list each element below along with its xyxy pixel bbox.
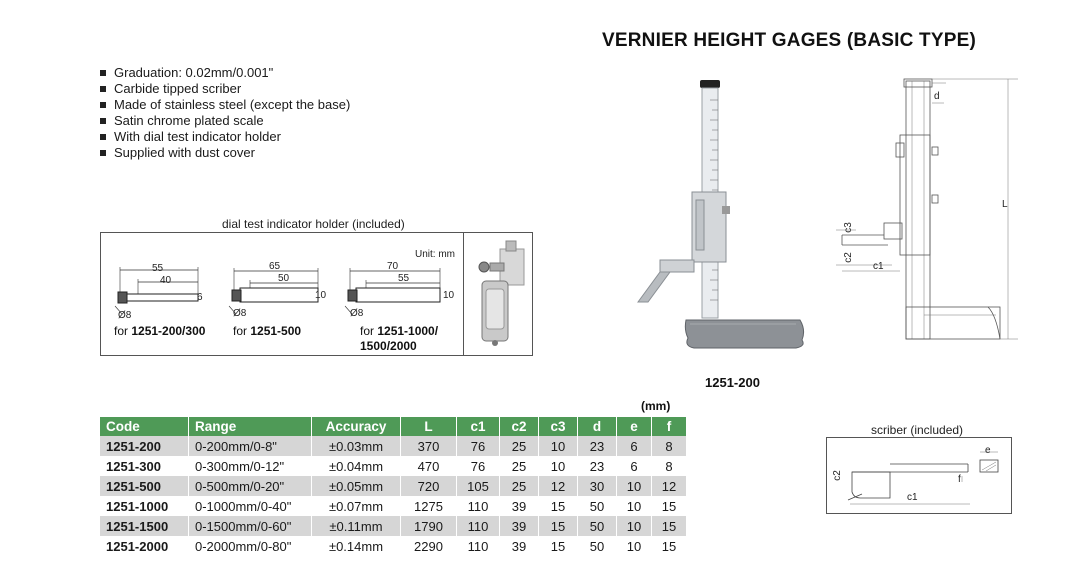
col-c2: c2 <box>500 417 539 436</box>
square-bullet-icon <box>100 70 106 76</box>
holder-3-inner: 55 <box>398 273 410 284</box>
holder-1-inner: 40 <box>160 275 172 286</box>
feature-item: Made of stainless steel (except the base) <box>100 97 350 113</box>
drawing-label-c1: c1 <box>873 261 884 272</box>
holder-1-dia: Ø8 <box>118 310 132 321</box>
feature-item: Carbide tipped scriber <box>100 81 350 97</box>
col-c1: c1 <box>457 417 500 436</box>
model-caption: 1251-200 <box>705 375 760 390</box>
square-bullet-icon <box>100 102 106 108</box>
holder-2-overall: 65 <box>269 261 281 272</box>
square-bullet-icon <box>100 134 106 140</box>
drawing-label-c3: c3 <box>842 222 854 233</box>
table-row: 1251-500 0-500mm/0-20" ±0.05mm 720 105 25 12 30 10 12 <box>100 476 687 496</box>
unit-label: Unit: mm <box>415 249 455 260</box>
col-range: Range <box>189 417 312 436</box>
holder-3-overall: 70 <box>387 261 399 272</box>
col-f: f <box>652 417 687 436</box>
feature-item: Graduation: 0.02mm/0.001" <box>100 65 350 81</box>
scriber-label-c1: c1 <box>907 492 918 503</box>
col-code: Code <box>100 417 189 436</box>
feature-list <box>100 65 350 161</box>
scriber-label-e: e <box>985 445 991 456</box>
col-e: e <box>617 417 652 436</box>
square-bullet-icon <box>100 86 106 92</box>
holder-1-overall: 55 <box>152 263 164 274</box>
feature-item: With dial test indicator holder <box>100 129 350 145</box>
table-unit: (mm) <box>641 399 671 413</box>
col-c3: c3 <box>539 417 578 436</box>
table-row: 1251-1000 0-1000mm/0-40" ±0.07mm 1275 110 39 15 50 10 15 <box>100 496 687 516</box>
feature-item: Supplied with dust cover <box>100 145 350 161</box>
holder-2-height: 10 <box>315 290 327 301</box>
holder-2-label: for 1251-500 <box>233 324 302 338</box>
height-gage-image <box>630 80 810 370</box>
page-title: VERNIER HEIGHT GAGES (BASIC TYPE) <box>602 30 976 51</box>
holder-2-inner: 50 <box>278 273 290 284</box>
drawing-label-c2: c2 <box>842 252 854 263</box>
scriber-drawing <box>830 442 1010 512</box>
table-row: 1251-2000 0-2000mm/0-80" ±0.14mm 2290 110 39 15 50 10 15 <box>100 536 687 556</box>
table-row: 1251-1500 0-1500mm/0-60" ±0.11mm 1790 110 39 15 50 10 15 <box>100 516 687 536</box>
scriber-label-f: f <box>958 474 961 485</box>
gage-technical-drawing <box>828 75 1028 345</box>
holder-1-label: for 1251-200/300 <box>114 324 206 338</box>
table-header-row <box>100 417 687 436</box>
feature-item: Satin chrome plated scale <box>100 113 350 129</box>
square-bullet-icon <box>100 118 106 124</box>
holder-drawing-3 <box>340 268 450 328</box>
holder-2-dia: Ø8 <box>233 308 247 319</box>
holder-1-height: 6 <box>197 292 203 303</box>
dial-holder-image <box>470 237 530 353</box>
col-d: d <box>578 417 617 436</box>
holder-3-label: for 1251-1000/ 1500/2000 <box>360 324 439 353</box>
holder-3-dia: Ø8 <box>350 308 364 319</box>
drawing-label-d: d <box>934 91 940 102</box>
col-accuracy: Accuracy <box>312 417 401 436</box>
holder-divider <box>463 232 464 356</box>
square-bullet-icon <box>100 150 106 156</box>
scriber-caption: scriber (included) <box>871 423 964 437</box>
table-row: 1251-200 0-200mm/0-8" ±0.03mm 370 76 25 10 23 6 8 <box>100 436 687 456</box>
holder-3-height: 10 <box>443 290 455 301</box>
drawing-label-L: L <box>1002 199 1008 210</box>
scriber-label-c2: c2 <box>831 470 843 481</box>
holder-caption: dial test indicator holder (included) <box>222 217 405 231</box>
col-L: L <box>401 417 457 436</box>
spec-table <box>100 417 687 556</box>
table-row: 1251-300 0-300mm/0-12" ±0.04mm 470 76 25 10 23 6 8 <box>100 456 687 476</box>
